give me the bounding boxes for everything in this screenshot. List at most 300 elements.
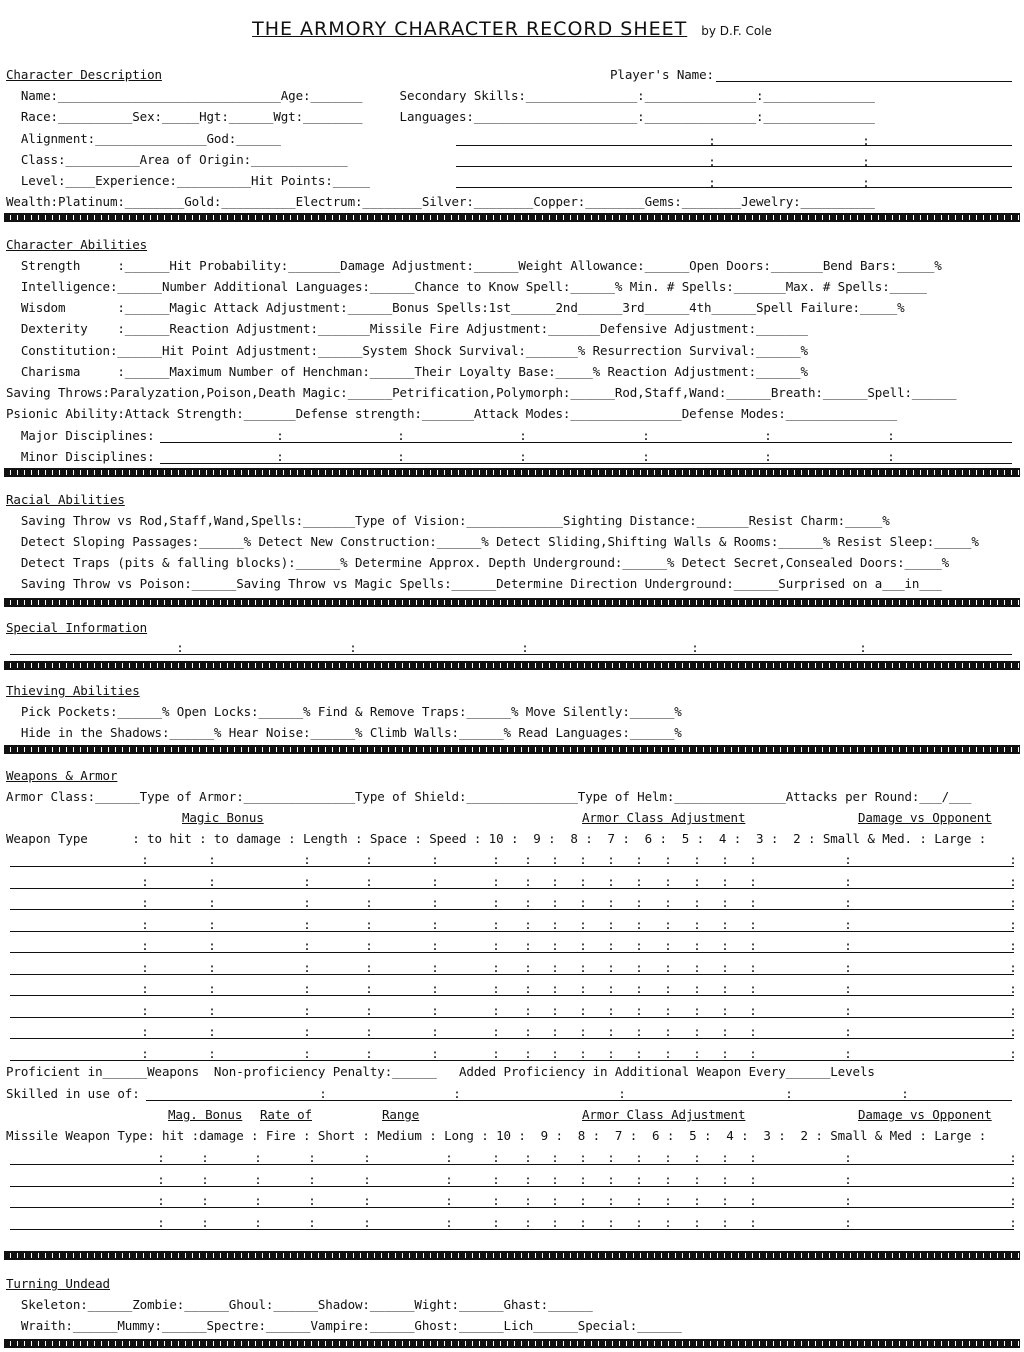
colon: : <box>445 1193 453 1208</box>
colon: : <box>607 959 615 975</box>
colon: : <box>635 916 643 932</box>
colon: : <box>397 449 405 464</box>
colon: : <box>521 640 529 655</box>
colon: : <box>721 1150 729 1165</box>
colon: : <box>431 916 439 932</box>
colon: : <box>492 873 500 889</box>
colon: : <box>208 852 216 867</box>
colon: : <box>642 428 650 443</box>
colon: : <box>254 1193 262 1208</box>
colon: : <box>453 1086 461 1101</box>
colon: : <box>607 1002 615 1018</box>
colon: : <box>492 1002 500 1018</box>
colon: : <box>721 852 729 867</box>
blank-line-3[interactable] <box>456 187 1012 188</box>
colon: : <box>691 640 699 655</box>
racial-line-4: Saving Throw vs Poison:______Saving Throw vs Magic Spells:______Determine Direction Underground:______Surprised on a___in___ <box>6 576 942 591</box>
colon: : <box>693 1171 701 1187</box>
colon: : <box>303 981 311 996</box>
colon: : <box>635 959 643 975</box>
colon: : <box>1009 1150 1017 1165</box>
charisma-line: Charisma :______Maximum Number of Henchman:______Their Loyalty Base:_____% Reaction Adjustment:______% <box>6 364 808 379</box>
dexterity-line: Dexterity :______Reaction Adjustment:_______Missile Fire Adjustment:_______Defensive Adjustment:_______ <box>6 321 808 336</box>
colon: : <box>157 1214 165 1230</box>
thieving-line-1: Pick Pockets:______% Open Locks:______% Find & Remove Traps:______% Move Silently:______% <box>6 704 682 719</box>
intelligence-line: Intelligence:______Number Additional Languages:______Chance to Know Spell:______% Min. # Spells:_______Max. # Spells:_____ <box>6 279 927 294</box>
blank-line-2[interactable] <box>456 166 1012 167</box>
separator <box>4 468 1020 477</box>
colon: : <box>208 916 216 932</box>
colon: : <box>524 1171 532 1187</box>
colon: : <box>721 1045 729 1061</box>
colon: : <box>551 1024 559 1039</box>
colon: : <box>492 1171 500 1187</box>
colon: : <box>519 449 527 464</box>
colon: : <box>201 1214 209 1230</box>
colon: : <box>579 1214 587 1230</box>
colon: : <box>708 133 716 148</box>
colon: : <box>208 959 216 975</box>
colon: : <box>844 1045 852 1061</box>
colon: : <box>1009 1193 1017 1208</box>
colon: : <box>635 1171 643 1187</box>
colon: : <box>176 640 184 655</box>
colon: : <box>664 959 672 975</box>
colon: : <box>431 852 439 867</box>
colon: : <box>721 895 729 910</box>
colon: : <box>579 916 587 932</box>
colon: : <box>201 1171 209 1187</box>
colon: : <box>303 1024 311 1039</box>
colon: : <box>365 852 373 867</box>
colon: : <box>308 1150 316 1165</box>
damage-vs-label: Damage vs Opponent <box>858 810 992 825</box>
colon: : <box>764 428 772 443</box>
wealth-line: Wealth:Platinum:________Gold:__________Electrum:________Silver:________Copper:________Gems:________Jewelry:__________ <box>6 194 875 209</box>
colon: : <box>365 959 373 975</box>
colon: : <box>303 938 311 953</box>
colon: : <box>492 981 500 996</box>
colon: : <box>303 852 311 867</box>
colon: : <box>308 1193 316 1208</box>
weapon-row[interactable] <box>10 909 1014 910</box>
colon: : <box>635 1214 643 1230</box>
colon: : <box>579 1045 587 1061</box>
range-label: Range <box>382 1107 420 1122</box>
colon: : <box>524 873 532 889</box>
colon: : <box>524 916 532 932</box>
colon: : <box>844 1002 852 1018</box>
colon: : <box>524 852 532 867</box>
colon: : <box>721 1024 729 1039</box>
racial-line-1: Saving Throw vs Rod,Staff,Wand,Spells:_______Type of Vision:_____________Sighting Distance:_______Resist Charm:_____% <box>6 513 890 528</box>
colon: : <box>492 916 500 932</box>
colon: : <box>579 1150 587 1165</box>
colon: : <box>308 1171 316 1187</box>
colon: : <box>524 1002 532 1018</box>
class-line: Class:__________Area of Origin:_____________ <box>6 152 348 167</box>
colon: : <box>141 852 149 867</box>
colon: : <box>749 916 757 932</box>
colon: : <box>492 895 500 910</box>
colon: : <box>208 981 216 996</box>
colon: : <box>201 1193 209 1208</box>
colon: : <box>141 1045 149 1061</box>
colon: : <box>693 916 701 932</box>
colon: : <box>1009 938 1017 953</box>
colon: : <box>721 938 729 953</box>
colon: : <box>141 1024 149 1039</box>
colon: : <box>579 938 587 953</box>
colon: : <box>524 895 532 910</box>
colon: : <box>844 1214 852 1230</box>
colon: : <box>749 1214 757 1230</box>
colon: : <box>524 959 532 975</box>
colon: : <box>141 1002 149 1018</box>
colon: : <box>431 1024 439 1039</box>
colon: : <box>551 873 559 889</box>
colon: : <box>579 1171 587 1187</box>
colon: : <box>635 873 643 889</box>
colon: : <box>519 428 527 443</box>
colon: : <box>524 1150 532 1165</box>
colon: : <box>664 1045 672 1061</box>
colon: : <box>693 938 701 953</box>
colon: : <box>431 938 439 953</box>
skilled-label: Skilled in use of: <box>6 1086 140 1101</box>
weapon-row[interactable] <box>10 888 1014 889</box>
colon: : <box>303 1045 311 1061</box>
colon: : <box>579 1024 587 1039</box>
heading-turning-undead: Turning Undead <box>6 1276 110 1291</box>
colon: : <box>607 1193 615 1208</box>
colon: : <box>308 1214 316 1230</box>
colon: : <box>844 1171 852 1187</box>
colon: : <box>664 852 672 867</box>
weapon-table-header: Weapon Type : to hit : to damage : Length : Space : Speed : 10 : 9 : 8 : 7 : 6 : 5 : 4 : 3 : 2 : Small & Med. : Large : <box>6 831 987 846</box>
weapon-row[interactable] <box>10 866 1014 867</box>
colon: : <box>303 1002 311 1018</box>
turning-line-1: Skeleton:______Zombie:______Ghoul:______Shadow:______Wight:______Ghast:______ <box>6 1297 593 1312</box>
colon: : <box>492 1214 500 1230</box>
separator <box>4 745 1020 754</box>
colon: : <box>431 873 439 889</box>
level-line: Level:____Experience:__________Hit Points:_____ <box>6 173 370 188</box>
racial-line-3: Detect Traps (pits & falling blocks):______% Determine Approx. Depth Underground:______% Detect Secret,Consealed Doors:_____% <box>6 555 950 570</box>
colon: : <box>844 1193 852 1208</box>
colon: : <box>141 981 149 996</box>
colon: : <box>579 981 587 996</box>
colon: : <box>431 981 439 996</box>
colon: : <box>551 1150 559 1165</box>
colon: : <box>492 1193 500 1208</box>
colon: : <box>551 895 559 910</box>
colon: : <box>524 1214 532 1230</box>
colon: : <box>551 938 559 953</box>
colon: : <box>749 959 757 975</box>
separator <box>4 1339 1020 1348</box>
psionic-line: Psionic Ability:Attack Strength:_______Defense strength:_______Attack Modes:_______________Defense Modes:_______________ <box>6 406 898 421</box>
colon: : <box>664 1171 672 1187</box>
weapon-row[interactable] <box>10 1060 1014 1061</box>
colon: : <box>492 1024 500 1039</box>
colon: : <box>365 916 373 932</box>
colon: : <box>664 916 672 932</box>
colon: : <box>635 852 643 867</box>
colon: : <box>1009 1214 1017 1230</box>
weapon-row[interactable] <box>10 995 1014 996</box>
colon: : <box>254 1214 262 1230</box>
colon: : <box>365 895 373 910</box>
colon: : <box>693 1214 701 1230</box>
colon: : <box>607 895 615 910</box>
colon: : <box>365 873 373 889</box>
separator <box>4 213 1020 222</box>
colon: : <box>579 873 587 889</box>
colon: : <box>492 852 500 867</box>
heading-racial-abilities: Racial Abilities <box>6 492 125 507</box>
colon: : <box>445 1214 453 1230</box>
colon: : <box>844 938 852 953</box>
colon: : <box>1009 981 1017 996</box>
weapon-row[interactable] <box>10 1017 1014 1018</box>
colon: : <box>664 895 672 910</box>
minor-disciplines-label: Minor Disciplines: <box>6 449 155 464</box>
colon: : <box>551 1045 559 1061</box>
colon: : <box>607 938 615 953</box>
colon: : <box>551 959 559 975</box>
colon: : <box>303 895 311 910</box>
saving-throws-line: Saving Throws:Paralyzation,Poison,Death Magic:______Petrification,Polymorph:______Rod,Staff,Wand:______Breath:______Spell:______ <box>6 385 957 400</box>
weapon-row[interactable] <box>10 974 1014 975</box>
minor-disciplines-field[interactable] <box>160 463 1012 464</box>
colon: : <box>1009 916 1017 932</box>
colon: : <box>844 916 852 932</box>
armor-line: Armor Class:______Type of Armor:_______________Type of Shield:_______________Type of Helm:_______________Attacks per Round:___/___ <box>6 789 972 804</box>
name-line: Name:______________________________Age:_______ Secondary Skills:_______________:_______________:_______________ <box>6 88 875 103</box>
missile-ac-adjust-label: Armor Class Adjustment <box>582 1107 746 1122</box>
colon: : <box>579 1002 587 1018</box>
heading-thieving-abilities: Thieving Abilities <box>6 683 140 698</box>
colon: : <box>208 1002 216 1018</box>
colon: : <box>276 428 284 443</box>
colon: : <box>664 1024 672 1039</box>
weapon-row[interactable] <box>10 1038 1014 1039</box>
colon: : <box>635 1045 643 1061</box>
colon: : <box>141 938 149 953</box>
colon: : <box>749 852 757 867</box>
colon: : <box>635 938 643 953</box>
colon: : <box>887 449 895 464</box>
colon: : <box>431 1002 439 1018</box>
colon: : <box>618 1086 626 1101</box>
colon: : <box>363 1214 371 1230</box>
colon: : <box>844 895 852 910</box>
colon: : <box>551 981 559 996</box>
colon: : <box>708 175 716 190</box>
colon: : <box>693 1045 701 1061</box>
colon: : <box>365 1024 373 1039</box>
colon: : <box>363 1171 371 1187</box>
colon: : <box>721 1214 729 1230</box>
colon: : <box>607 852 615 867</box>
major-disciplines-field[interactable] <box>160 442 1012 443</box>
colon: : <box>141 959 149 975</box>
colon: : <box>1009 895 1017 910</box>
colon: : <box>254 1171 262 1187</box>
colon: : <box>693 1150 701 1165</box>
colon: : <box>319 1086 327 1101</box>
colon: : <box>524 938 532 953</box>
colon: : <box>635 1150 643 1165</box>
colon: : <box>303 916 311 932</box>
colon: : <box>1009 1024 1017 1039</box>
colon: : <box>887 428 895 443</box>
colon: : <box>749 1024 757 1039</box>
colon: : <box>635 1002 643 1018</box>
colon: : <box>749 895 757 910</box>
colon: : <box>157 1150 165 1165</box>
title-text: THE ARMORY CHARACTER RECORD SHEET <box>252 18 688 40</box>
colon: : <box>708 154 716 169</box>
colon: : <box>635 1193 643 1208</box>
colon: : <box>524 1193 532 1208</box>
colon: : <box>785 1086 793 1101</box>
colon: : <box>492 959 500 975</box>
colon: : <box>365 1045 373 1061</box>
mag-bonus-label: Mag. Bonus <box>168 1107 243 1122</box>
colon: : <box>749 1002 757 1018</box>
colon: : <box>607 1171 615 1187</box>
colon: : <box>363 1150 371 1165</box>
weapon-row[interactable] <box>10 952 1014 953</box>
colon: : <box>157 1171 165 1187</box>
colon: : <box>642 449 650 464</box>
colon: : <box>551 852 559 867</box>
colon: : <box>579 852 587 867</box>
sheet-title <box>0 18 1024 40</box>
colon: : <box>303 959 311 975</box>
colon: : <box>749 1045 757 1061</box>
colon: : <box>607 873 615 889</box>
colon: : <box>721 916 729 932</box>
colon: : <box>721 1002 729 1018</box>
weapon-row[interactable] <box>10 931 1014 932</box>
major-disciplines-label: Major Disciplines: <box>6 428 155 443</box>
players-name-field[interactable] <box>716 81 1012 82</box>
colon: : <box>664 1150 672 1165</box>
missile-damage-vs-label: Damage vs Opponent <box>858 1107 992 1122</box>
colon: : <box>579 959 587 975</box>
colon: : <box>579 895 587 910</box>
ac-adjust-label: Armor Class Adjustment <box>582 810 746 825</box>
race-line: Race:__________Sex:_____Hgt:______Wgt:________ Languages:______________________:_______________:_______________ <box>6 109 875 124</box>
colon: : <box>693 873 701 889</box>
colon: : <box>1009 873 1017 889</box>
colon: : <box>664 873 672 889</box>
colon: : <box>157 1193 165 1208</box>
colon: : <box>1009 1171 1017 1187</box>
rate-of-label: Rate of <box>260 1107 312 1122</box>
colon: : <box>635 981 643 996</box>
colon: : <box>693 959 701 975</box>
colon: : <box>844 1024 852 1039</box>
colon: : <box>607 916 615 932</box>
colon: : <box>901 1086 909 1101</box>
colon: : <box>749 1193 757 1208</box>
colon: : <box>365 938 373 953</box>
colon: : <box>749 1171 757 1187</box>
colon: : <box>844 852 852 867</box>
constitution-line: Constitution:______Hit Point Adjustment:______System Shock Survival:_______% Resurrection Survival:______% <box>6 343 808 358</box>
heading-special-information: Special Information <box>6 620 148 635</box>
thieving-line-2: Hide in the Shadows:______% Hear Noise:______% Climb Walls:______% Read Languages:______% <box>6 725 682 740</box>
colon: : <box>859 640 867 655</box>
colon: : <box>721 1193 729 1208</box>
blank-line-1[interactable] <box>456 145 1012 146</box>
colon: : <box>749 1150 757 1165</box>
colon: : <box>693 1024 701 1039</box>
colon: : <box>844 873 852 889</box>
colon: : <box>607 1045 615 1061</box>
colon: : <box>862 154 870 169</box>
separator <box>4 598 1020 607</box>
colon: : <box>208 938 216 953</box>
colon: : <box>721 981 729 996</box>
colon: : <box>445 1171 453 1187</box>
colon: : <box>208 895 216 910</box>
colon: : <box>844 959 852 975</box>
colon: : <box>208 1024 216 1039</box>
colon: : <box>1009 959 1017 975</box>
colon: : <box>1009 1002 1017 1018</box>
alignment-line: Alignment:_______________God:______ <box>6 131 281 146</box>
colon: : <box>551 1214 559 1230</box>
colon: : <box>862 175 870 190</box>
colon: : <box>349 640 357 655</box>
separator <box>4 1251 1020 1260</box>
colon: : <box>664 1214 672 1230</box>
colon: : <box>721 873 729 889</box>
colon: : <box>141 916 149 932</box>
colon: : <box>693 895 701 910</box>
colon: : <box>524 981 532 996</box>
colon: : <box>764 449 772 464</box>
colon: : <box>664 938 672 953</box>
colon: : <box>397 428 405 443</box>
colon: : <box>721 959 729 975</box>
colon: : <box>664 981 672 996</box>
colon: : <box>844 1150 852 1165</box>
missile-table-header: Missile Weapon Type: hit :damage : Fire : Short : Medium : Long : 10 : 9 : 8 : 7 : 6 : 5 : 4 : 3 : 2 : Small & Med : Large : <box>6 1128 987 1143</box>
colon: : <box>365 981 373 996</box>
colon: : <box>303 873 311 889</box>
colon: : <box>749 873 757 889</box>
skilled-field[interactable] <box>146 1100 1012 1101</box>
magic-bonus-label: Magic Bonus <box>182 810 264 825</box>
colon: : <box>721 1171 729 1187</box>
colon: : <box>693 1193 701 1208</box>
colon: : <box>635 895 643 910</box>
colon: : <box>524 1024 532 1039</box>
colon: : <box>141 895 149 910</box>
strength-line: Strength :______Hit Probability:_______Damage Adjustment:______Weight Allowance:______Open Doors:_______Bend Bars:_____% <box>6 258 942 273</box>
colon: : <box>431 1045 439 1061</box>
colon: : <box>1009 1045 1017 1061</box>
heading-character-description: Character Description <box>6 67 162 82</box>
colon: : <box>607 1024 615 1039</box>
colon: : <box>607 1214 615 1230</box>
